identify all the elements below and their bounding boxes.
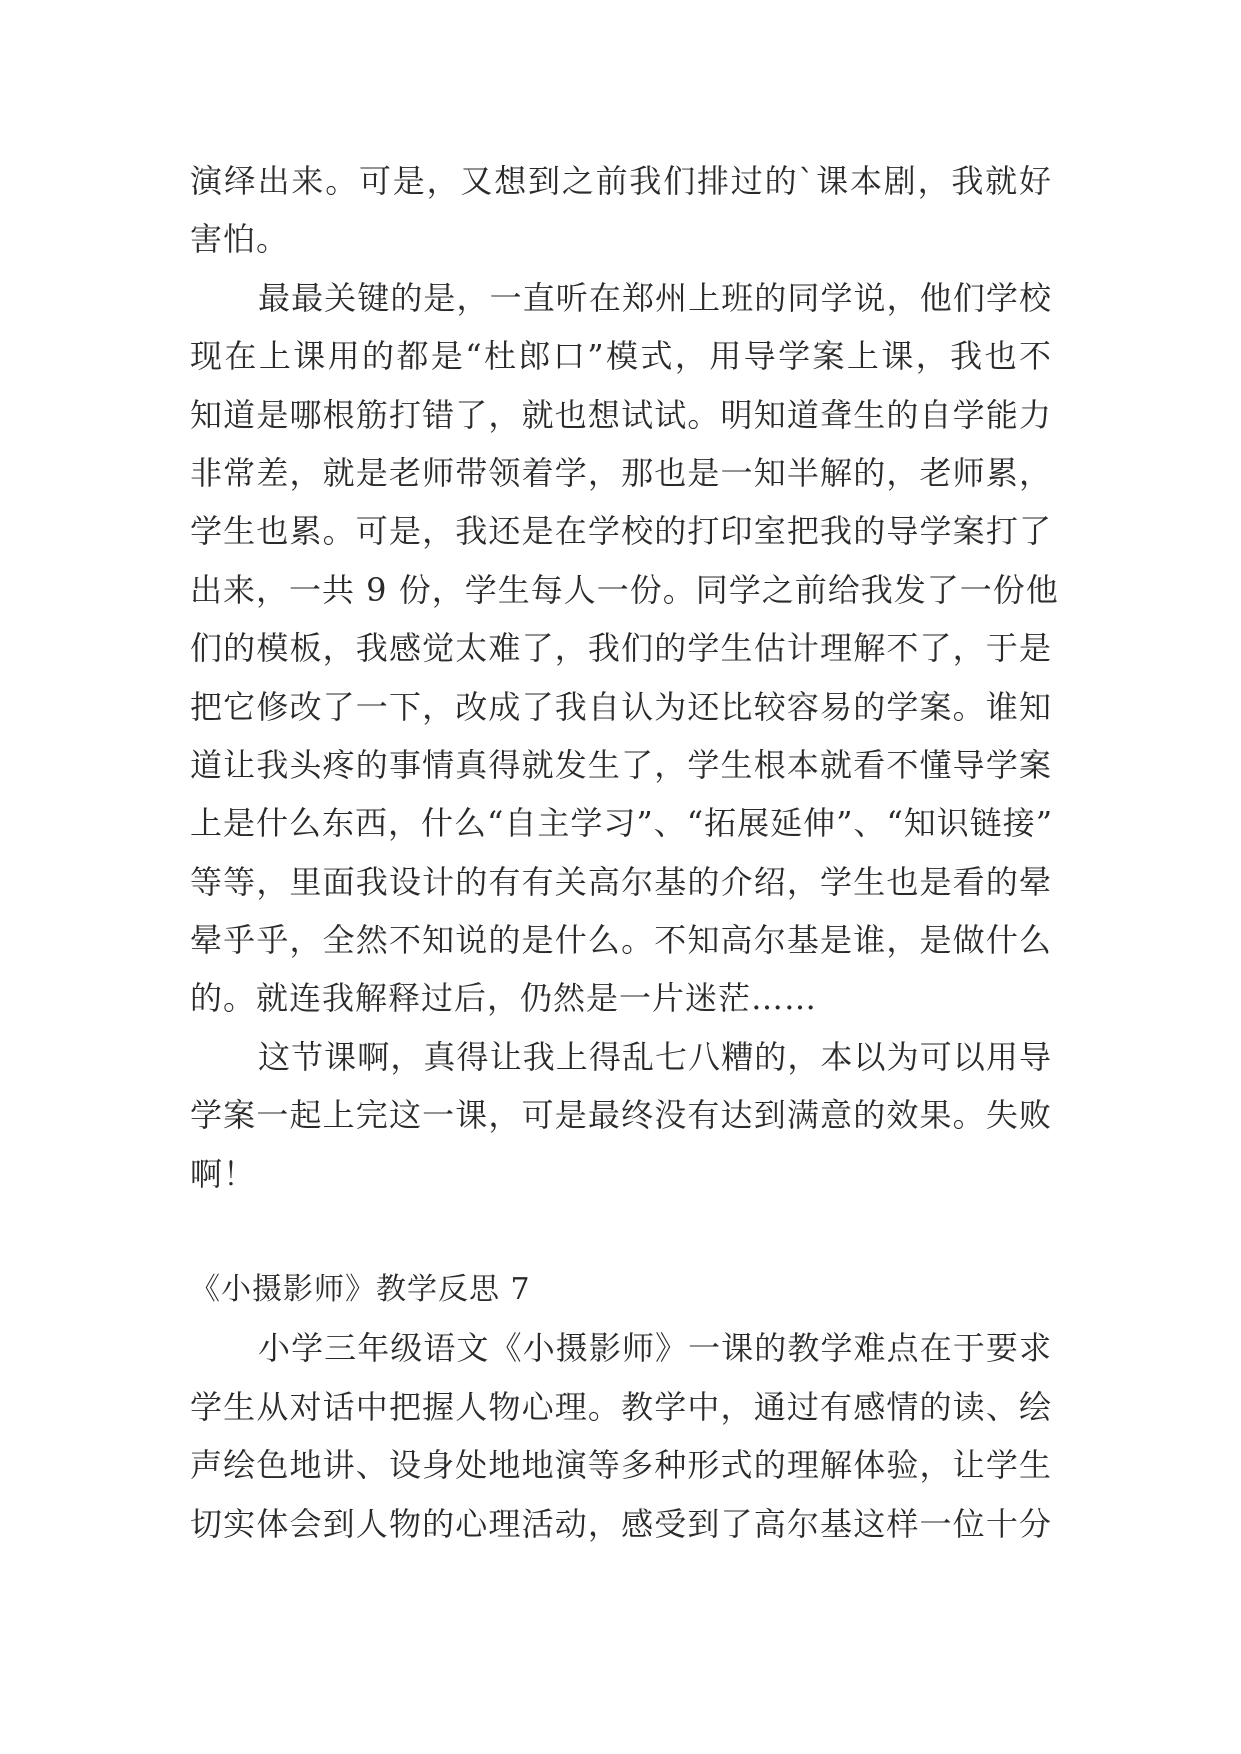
text-line: 的。就连我解释过后，仍然是一片迷茫……	[190, 979, 818, 1018]
paragraph-section-intro	[190, 1319, 1052, 1553]
text-line: 切实体会到人物的心理活动，感受到了高尔基这样一位十分	[190, 1504, 1052, 1543]
paragraph-continuation	[190, 152, 1052, 269]
section-title: 《小摄影师》教学反思 7	[190, 1272, 531, 1308]
text-line: 啊！	[190, 1154, 257, 1193]
text-line: 出来，一共 9 份，学生每人一份。同学之前给我发了一份他	[190, 570, 1059, 609]
text-line: 小学三年级语文《小摄影师》一课的教学难点在于要求	[258, 1329, 1052, 1368]
document-body	[190, 152, 1059, 1553]
paragraph-key-point	[190, 269, 1059, 1028]
text-line: 学生也累。可是，我还是在学校的打印室把我的导学案打了	[190, 512, 1052, 551]
section-spacer	[190, 1203, 1052, 1261]
text-line: 知道是哪根筋打错了，就也想试试。明知道聋生的自学能力	[190, 395, 1052, 434]
text-line: 非常差，就是老师带领着学，那也是一知半解的，老师累，	[190, 453, 1052, 492]
text-line: 们的模板，我感觉太难了，我们的学生估计理解不了，于是	[190, 629, 1052, 668]
text-line: 把它修改了一下，改成了我自认为还比较容易的学案。谁知	[190, 687, 1052, 726]
text-line: 学案一起上完这一课，可是最终没有达到满意的效果。失败	[190, 1096, 1052, 1135]
text-line: 学生从对话中把握人物心理。教学中，通过有感情的读、绘	[190, 1387, 1052, 1426]
text-line: 这节课啊，真得让我上得乱七八糟的，本以为可以用导	[258, 1037, 1052, 1076]
text-line: 声绘色地讲、设身处地地演等多种形式的理解体验，让学生	[190, 1446, 1052, 1485]
text-line: 演绎出来。可是，又想到之前我们排过的`课本剧，我就好	[190, 162, 1052, 200]
text-line: 害怕。	[190, 220, 290, 259]
text-line: 晕乎乎，全然不知说的是什么。不知高尔基是谁，是做什么	[190, 921, 1052, 960]
paragraph-conclusion	[190, 1028, 1052, 1203]
text-line: 现在上课用的都是“杜郎口”模式，用导学案上课，我也不	[190, 337, 1052, 376]
text-line: 上是什么东西，什么“自主学习”、“拓展延伸”、“知识链接”	[190, 804, 1054, 843]
text-line: 等等，里面我设计的有有关高尔基的介绍，学生也是看的晕	[190, 862, 1052, 901]
text-line: 道让我头疼的事情真得就发生了，学生根本就看不懂导学案	[190, 745, 1052, 784]
text-line: 最最关键的是，一直听在郑州上班的同学说，他们学校	[258, 278, 1052, 317]
